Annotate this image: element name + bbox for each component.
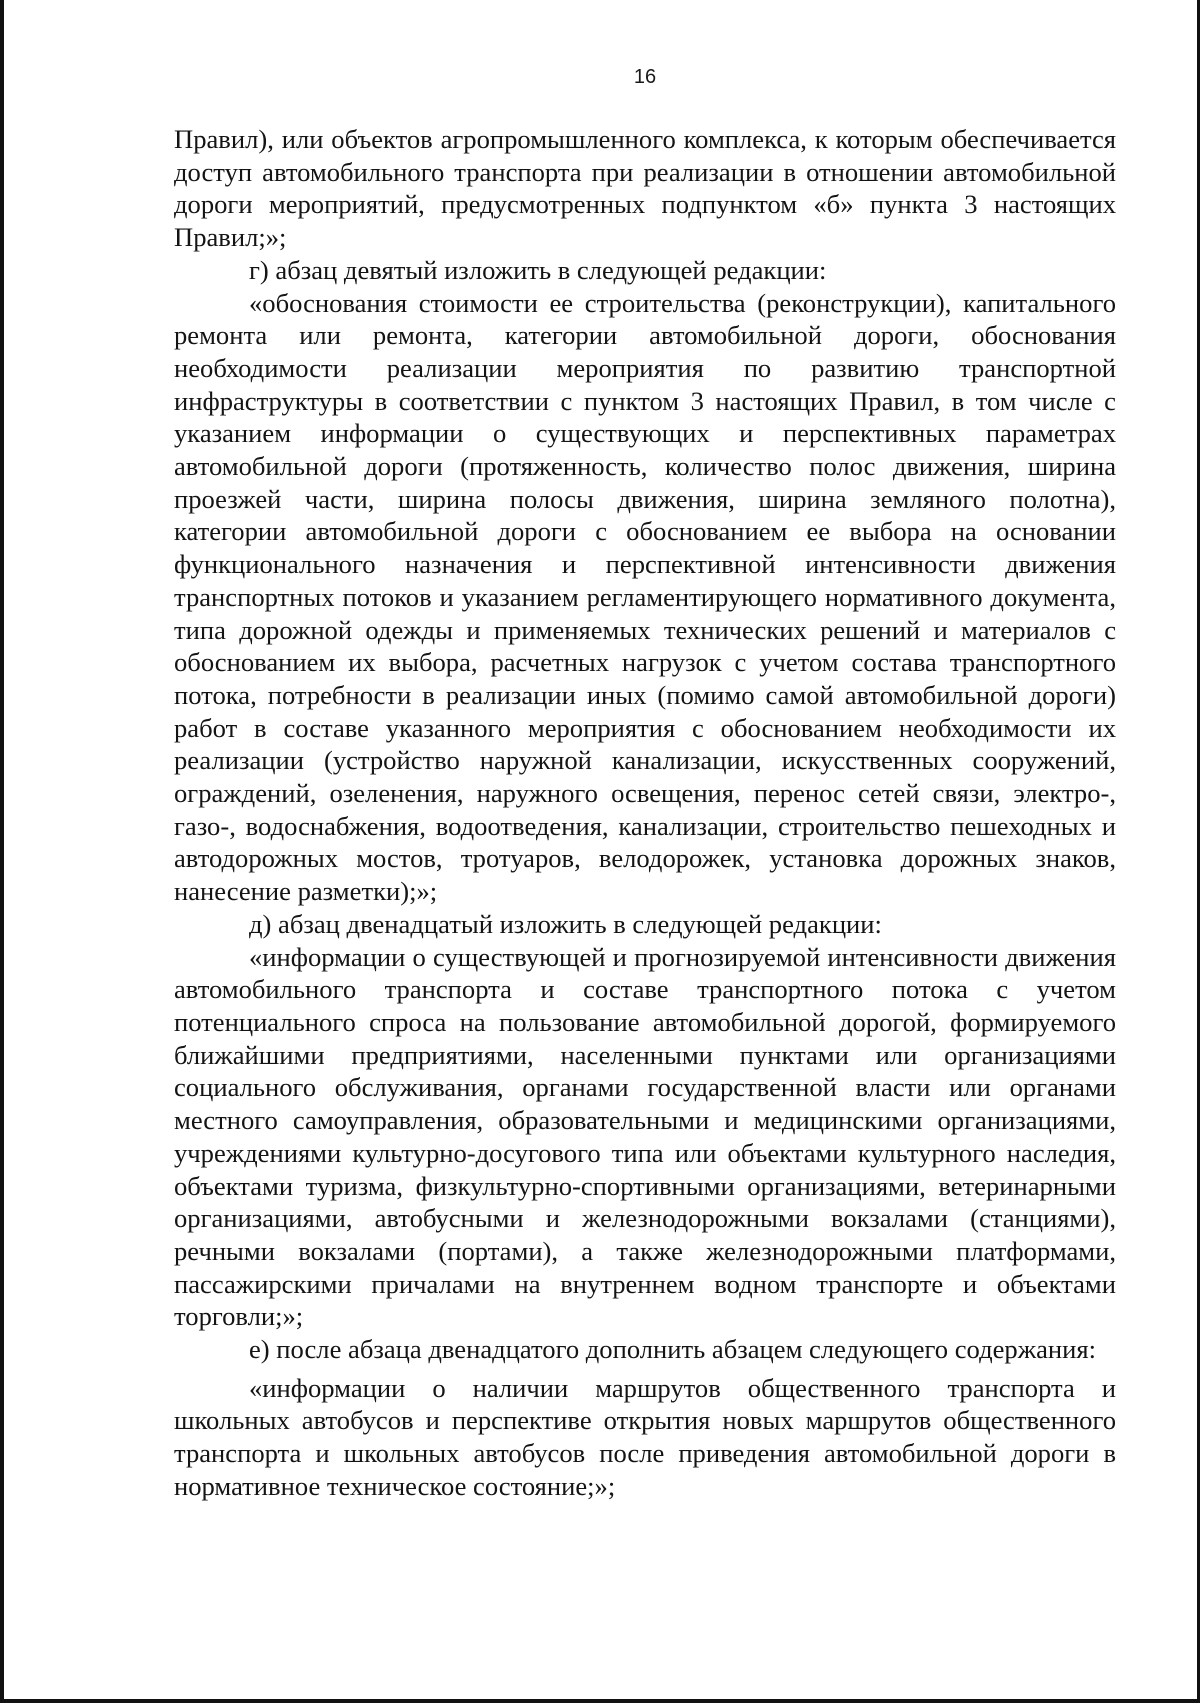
paragraph-continuation: Правил), или объектов агропромышленного комплекса, к которым обеспечивается доступ автомобильного транспорта при реализации в отношении автомобильной дороги мероприятий, предусмотренных подпунктом «б» пункта 3 настоящих Правил;»; xyxy=(174,124,1116,253)
scan-border-left xyxy=(0,0,4,1703)
paragraph-quote-traffic-intensity: «информации о существующей и прогнозируемой интенсивности движения автомобильного транспорта и составе транспортного потока с учетом потенциального спроса на пользование автомобильной дорогой, формируемого ближайшими предприятиями, населенными пунктами или организациями социального обслуживания, органами государственной власти или органами местного самоуправления, образовательными и медицинскими организациями, учреждениями культурно-досугового типа или объектами культурного наследия, объектами туризма, физкультурно-спортивными организациями, ветеринарными организациями, автобусными и железнодорожными вокзалами (станциями), речными вокзалами (портами), а также железнодорожными платформами, пассажирскими причалами на внутреннем водном транспорте и объектами торговли;»; xyxy=(174,941,1116,1332)
paragraph-quote-bus-routes: «информации о наличии маршрутов общественного транспорта и школьных автобусов и перспективе открытия новых маршрутов общественного транспорта и школьных автобусов после приведения автомобильной дороги в нормативное техническое состояние;»; xyxy=(174,1372,1116,1501)
page-number: 16 xyxy=(633,66,657,88)
document-body xyxy=(174,123,1116,1503)
paragraph-item-e: е) после абзаца двенадцатого дополнить абзацем следующего содержания: xyxy=(249,1334,1096,1365)
paragraph-quote-justification: «обоснования стоимости ее строительства (реконструкции), капитального ремонта или ремонта, категории автомобильной дороги, обоснования необходимости реализации мероприятия по развитию транспортной инфраструктуры в соответствии с пунктом 3 настоящих Правил, в том числе с указанием информации о существующих и перспективных параметрах автомобильной дороги (протяженность, количество полос движения, ширина проезжей части, ширина полосы движения, ширина земляного полотна), категории автомобильной дороги с обоснованием ее выбора на основании функционального назначения и перспективной интенсивности движения транспортных потоков и указанием регламентирующего нормативного документа, типа дорожной одежды и применяемых технических решений и материалов с обоснованием их выбора, расчетных нагрузок с учетом состава транспортного потока, потребности в реализации иных (помимо самой автомобильной дороги) работ в составе указанного мероприятия с обоснованием необходимости их реализации (устройство наружной канализации, искусственных сооружений, ограждений, озеленения, наружного освещения, перенос сетей связи, электро-, газо-, водоснабжения, водоотведения, канализации, строительство пешеходных и автодорожных мостов, тротуаров, велодорожек, установка дорожных знаков, нанесение разметки);»; xyxy=(174,287,1116,907)
paragraph-item-d: д) абзац двенадцатый изложить в следующей редакции: xyxy=(249,908,882,939)
scan-border-bottom xyxy=(0,1699,1200,1703)
paragraph-item-g: г) абзац девятый изложить в следующей редакции: xyxy=(249,254,827,285)
